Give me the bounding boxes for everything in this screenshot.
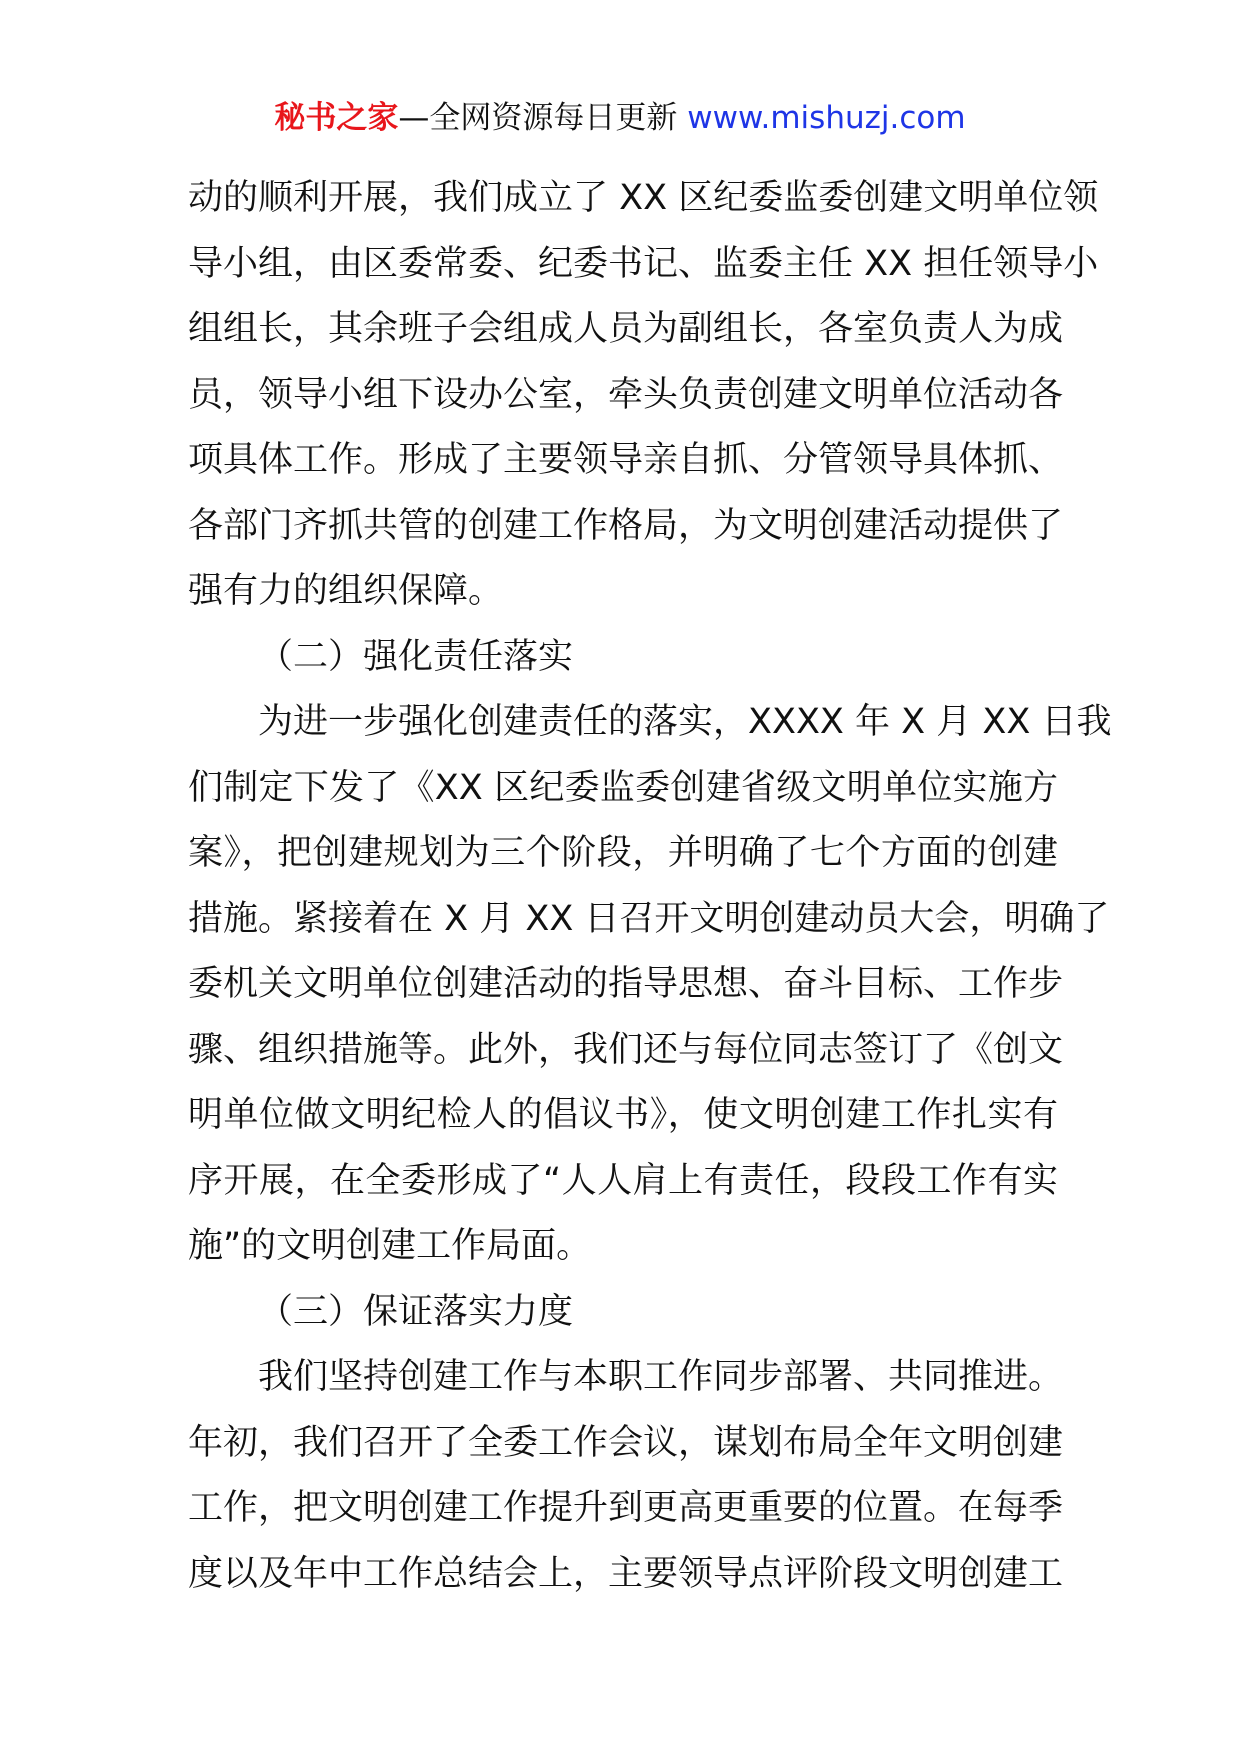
text-line: 明单位做文明纪检人的倡议书》，使文明创建工作扎实有 [188,1095,1058,1135]
site-url-link[interactable]: www.mishuzj.com [687,100,966,136]
text-line: 年初，我们召开了全委工作会议，谋划布局全年文明创建 [188,1422,1064,1463]
text-line: 案》，把创建规划为三个阶段，并明确了七个方面的创建 [188,833,1058,873]
paragraph-1 [188,166,1099,625]
text-line: 序开展，在全委形成了“人人肩上有责任，段段工作有实 [188,1160,1058,1201]
section-heading-2: （二）强化责任落实 [258,636,574,677]
text-line: 组组长，其余班子会组成人员为副组长，各室负责人为成 [188,309,1064,349]
text-line: 强有力的组织保障。 [188,571,504,611]
text-line: 各部门齐抓共管的创建工作格局，为文明创建活动提供了 [188,505,1064,546]
text-line: 们制定下发了《XX 区纪委监委创建省级文明单位实施方 [188,767,1058,808]
text-line: 委机关文明单位创建活动的指导思想、奋斗目标、工作步 [188,964,1064,1004]
paragraph-2 [188,690,1112,1280]
text-line: 度以及年中工作总结会上，主要领导点评阶段文明创建工 [188,1553,1064,1594]
paragraph-3 [188,1345,1064,1607]
text-line: 骤、组织措施等。此外，我们还与每位同志签订了《创文 [188,1029,1064,1070]
text-line: 动的顺利开展，我们成立了 XX 区纪委监委创建文明单位领 [188,178,1099,218]
section-heading-3: （三）保证落实力度 [258,1291,574,1332]
text-line: 我们坚持创建工作与本职工作同步部署、共同推进。 [258,1357,1064,1397]
text-line: 施”的文明创建工作局面。 [188,1226,592,1266]
text-line: 措施。紧接着在 X 月 XX 日召开文明创建动员大会，明确了 [188,898,1110,939]
text-line: 为进一步强化创建责任的落实，XXXX 年 X 月 XX 日我 [258,702,1112,742]
header-tagline: —全网资源每日更新 [398,100,678,136]
text-line: 工作，把文明创建工作提升到更高更重要的位置。在每季 [188,1488,1064,1528]
text-line: 员，领导小组下设办公室，牵头负责创建文明单位活动各 [188,374,1064,415]
text-line: 导小组，由区委常委、纪委书记、监委主任 XX 担任领导小 [188,243,1099,284]
text-line: 项具体工作。形成了主要领导亲自抓、分管领导具体抓、 [188,440,1064,480]
brand-name: 秘书之家 [274,100,399,136]
site-header [0,98,1240,138]
document-body [188,166,1112,1607]
